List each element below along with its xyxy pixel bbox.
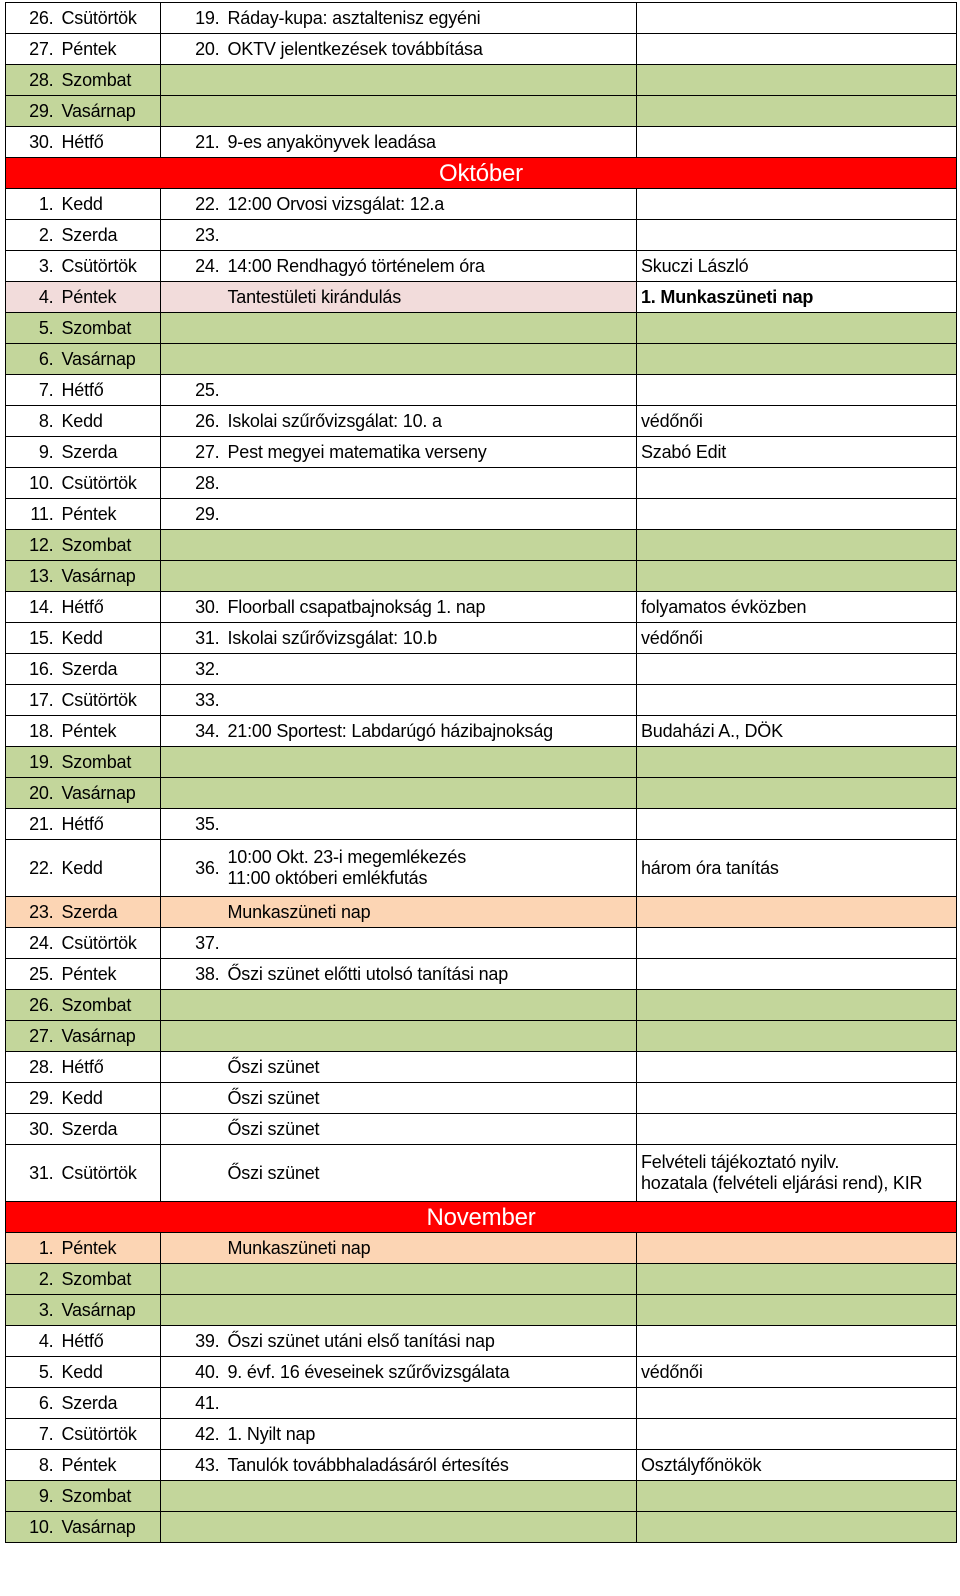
event-text <box>224 654 637 685</box>
day-number: 5. <box>6 313 58 344</box>
day-name: Szerda <box>58 1388 161 1419</box>
week-number: 19. <box>161 3 224 34</box>
note-text <box>637 959 957 990</box>
week-number: 25. <box>161 375 224 406</box>
event-text: Munkaszüneti nap <box>224 1233 637 1264</box>
calendar-row <box>6 623 957 654</box>
calendar-row-holiday <box>6 897 957 928</box>
note-text <box>637 1114 957 1145</box>
calendar-row-staff-trip <box>6 282 957 313</box>
event-text <box>224 1512 637 1543</box>
week-number: 30. <box>161 592 224 623</box>
note-text <box>637 990 957 1021</box>
calendar-row <box>6 716 957 747</box>
day-number: 8. <box>6 1450 58 1481</box>
week-number: 29. <box>161 499 224 530</box>
note-text <box>637 1021 957 1052</box>
calendar-row-weekend <box>6 344 957 375</box>
month-header-row <box>6 158 957 189</box>
week-number <box>161 1083 224 1114</box>
note-text <box>637 654 957 685</box>
note-text: 1. Munkaszüneti nap <box>637 282 957 313</box>
day-number: 19. <box>6 747 58 778</box>
week-number <box>161 1481 224 1512</box>
day-name: Péntek <box>58 282 161 313</box>
calendar-row <box>6 1052 957 1083</box>
event-text: OKTV jelentkezések továbbítása <box>224 34 637 65</box>
day-number: 5. <box>6 1357 58 1388</box>
week-number: 31. <box>161 623 224 654</box>
note-text <box>637 1264 957 1295</box>
week-number: 32. <box>161 654 224 685</box>
calendar-row <box>6 809 957 840</box>
week-number: 43. <box>161 1450 224 1481</box>
calendar-row <box>6 251 957 282</box>
note-text <box>637 1233 957 1264</box>
note-text <box>637 499 957 530</box>
day-name: Csütörtök <box>58 685 161 716</box>
day-name: Csütörtök <box>58 1145 161 1202</box>
event-text <box>224 1264 637 1295</box>
day-name: Csütörtök <box>58 251 161 282</box>
week-number: 37. <box>161 928 224 959</box>
event-text <box>224 1021 637 1052</box>
day-number: 15. <box>6 623 58 654</box>
calendar-row-holiday <box>6 1233 957 1264</box>
calendar-row <box>6 1145 957 1202</box>
calendar-row <box>6 592 957 623</box>
calendar-row <box>6 1083 957 1114</box>
event-text <box>224 530 637 561</box>
day-number: 26. <box>6 3 58 34</box>
day-number: 14. <box>6 592 58 623</box>
event-text: Pest megyei matematika verseny <box>224 437 637 468</box>
note-text: védőnői <box>637 623 957 654</box>
event-text <box>224 313 637 344</box>
event-text: Őszi szünet <box>224 1083 637 1114</box>
calendar-row <box>6 685 957 716</box>
month-header-row <box>6 1202 957 1233</box>
calendar-row <box>6 189 957 220</box>
day-name: Hétfő <box>58 127 161 158</box>
day-number: 13. <box>6 561 58 592</box>
day-name: Péntek <box>58 1233 161 1264</box>
day-number: 7. <box>6 1419 58 1450</box>
note-text <box>637 530 957 561</box>
event-text: 9-es anyakönyvek leadása <box>224 127 637 158</box>
event-text: Őszi szünet utáni első tanítási nap <box>224 1326 637 1357</box>
day-number: 4. <box>6 1326 58 1357</box>
day-number: 6. <box>6 1388 58 1419</box>
day-number: 22. <box>6 840 58 897</box>
day-name: Csütörtök <box>58 468 161 499</box>
day-name: Szombat <box>58 313 161 344</box>
calendar-row <box>6 3 957 34</box>
note-text <box>637 344 957 375</box>
event-text: 9. évf. 16 éveseinek szűrővizsgálata <box>224 1357 637 1388</box>
event-text <box>224 344 637 375</box>
event-text <box>224 65 637 96</box>
note-text <box>637 65 957 96</box>
event-text <box>224 809 637 840</box>
week-number <box>161 897 224 928</box>
day-name: Hétfő <box>58 1326 161 1357</box>
calendar-row-weekend <box>6 778 957 809</box>
calendar-row <box>6 654 957 685</box>
calendar-row <box>6 928 957 959</box>
calendar-row <box>6 437 957 468</box>
month-title: Október <box>6 158 957 189</box>
calendar-row <box>6 468 957 499</box>
calendar-row-weekend <box>6 747 957 778</box>
day-name: Péntek <box>58 499 161 530</box>
day-number: 9. <box>6 437 58 468</box>
note-text <box>637 189 957 220</box>
day-number: 30. <box>6 127 58 158</box>
school-calendar-table <box>5 2 957 1543</box>
day-name: Szerda <box>58 897 161 928</box>
day-number: 2. <box>6 220 58 251</box>
note-text <box>637 747 957 778</box>
week-number: 26. <box>161 406 224 437</box>
week-number <box>161 1233 224 1264</box>
calendar-row <box>6 1450 957 1481</box>
event-text: Őszi szünet <box>224 1145 637 1202</box>
week-number <box>161 65 224 96</box>
week-number: 38. <box>161 959 224 990</box>
event-text: Tantestületi kirándulás <box>224 282 637 313</box>
day-name: Kedd <box>58 623 161 654</box>
event-line: 10:00 Okt. 23-i megemlékezés <box>227 847 467 867</box>
week-number: 35. <box>161 809 224 840</box>
note-text <box>637 1326 957 1357</box>
calendar-row <box>6 34 957 65</box>
week-number: 21. <box>161 127 224 158</box>
calendar-row-weekend <box>6 990 957 1021</box>
week-number <box>161 990 224 1021</box>
week-number <box>161 1052 224 1083</box>
event-text <box>224 1388 637 1419</box>
calendar-row <box>6 1419 957 1450</box>
event-text <box>224 928 637 959</box>
day-number: 20. <box>6 778 58 809</box>
day-number: 29. <box>6 96 58 127</box>
week-number <box>161 561 224 592</box>
day-name: Péntek <box>58 1450 161 1481</box>
day-number: 27. <box>6 34 58 65</box>
event-text: Iskolai szűrővizsgálat: 10. a <box>224 406 637 437</box>
week-number <box>161 1145 224 1202</box>
day-number: 30. <box>6 1114 58 1145</box>
day-number: 25. <box>6 959 58 990</box>
note-text <box>637 1295 957 1326</box>
event-text <box>224 1481 637 1512</box>
week-number: 22. <box>161 189 224 220</box>
note-text <box>637 375 957 406</box>
week-number: 24. <box>161 251 224 282</box>
event-text: 14:00 Rendhagyó történelem óra <box>224 251 637 282</box>
day-name: Vasárnap <box>58 561 161 592</box>
day-number: 24. <box>6 928 58 959</box>
week-number: 41. <box>161 1388 224 1419</box>
calendar-row-weekend <box>6 1512 957 1543</box>
day-number: 21. <box>6 809 58 840</box>
day-number: 7. <box>6 375 58 406</box>
note-text: védőnői <box>637 1357 957 1388</box>
calendar-row <box>6 1357 957 1388</box>
day-name: Szerda <box>58 437 161 468</box>
month-title: November <box>6 1202 957 1233</box>
note-text: Budaházi A., DÖK <box>637 716 957 747</box>
week-number: 28. <box>161 468 224 499</box>
calendar-row <box>6 406 957 437</box>
day-name: Vasárnap <box>58 1021 161 1052</box>
note-text: védőnői <box>637 406 957 437</box>
day-number: 3. <box>6 251 58 282</box>
day-name: Hétfő <box>58 809 161 840</box>
day-number: 4. <box>6 282 58 313</box>
day-number: 10. <box>6 468 58 499</box>
note-line: hozatala (felvételi eljárási rend), KIR <box>641 1173 923 1193</box>
week-number: 27. <box>161 437 224 468</box>
week-number: 23. <box>161 220 224 251</box>
calendar-row-weekend <box>6 96 957 127</box>
event-text <box>224 468 637 499</box>
day-name: Szerda <box>58 654 161 685</box>
calendar-row <box>6 499 957 530</box>
event-text: 21:00 Sportest: Labdarúgó házibajnokság <box>224 716 637 747</box>
note-text: három óra tanítás <box>637 840 957 897</box>
note-text <box>637 897 957 928</box>
day-number: 8. <box>6 406 58 437</box>
event-text <box>224 1295 637 1326</box>
day-name: Szombat <box>58 530 161 561</box>
week-number <box>161 282 224 313</box>
day-name: Péntek <box>58 34 161 65</box>
day-name: Kedd <box>58 1357 161 1388</box>
calendar-row-weekend <box>6 313 957 344</box>
week-number: 20. <box>161 34 224 65</box>
week-number: 39. <box>161 1326 224 1357</box>
note-line: Felvételi tájékoztató nyilv. <box>641 1152 840 1172</box>
note-text <box>637 1419 957 1450</box>
event-text: Őszi szünet <box>224 1114 637 1145</box>
week-number <box>161 778 224 809</box>
day-name: Kedd <box>58 406 161 437</box>
note-text <box>637 34 957 65</box>
event-text <box>224 220 637 251</box>
event-text <box>224 96 637 127</box>
day-number: 1. <box>6 189 58 220</box>
calendar-row <box>6 959 957 990</box>
note-text: Osztályfőnökök <box>637 1450 957 1481</box>
calendar-row-weekend <box>6 65 957 96</box>
day-number: 12. <box>6 530 58 561</box>
day-number: 6. <box>6 344 58 375</box>
day-name: Vasárnap <box>58 1512 161 1543</box>
event-text <box>224 840 637 897</box>
day-name: Kedd <box>58 189 161 220</box>
week-number: 36. <box>161 840 224 897</box>
note-text: folyamatos évközben <box>637 592 957 623</box>
event-text: 12:00 Orvosi vizsgálat: 12.a <box>224 189 637 220</box>
note-text <box>637 468 957 499</box>
note-text <box>637 313 957 344</box>
event-text: Ráday-kupa: asztaltenisz egyéni <box>224 3 637 34</box>
event-line: 11:00 októberi emlékfutás <box>227 868 428 888</box>
note-text <box>637 1388 957 1419</box>
day-name: Szombat <box>58 1264 161 1295</box>
note-text <box>637 3 957 34</box>
event-text <box>224 685 637 716</box>
day-number: 28. <box>6 65 58 96</box>
note-text <box>637 778 957 809</box>
event-text: Floorball csapatbajnokság 1. nap <box>224 592 637 623</box>
day-number: 28. <box>6 1052 58 1083</box>
day-number: 9. <box>6 1481 58 1512</box>
calendar-row <box>6 1388 957 1419</box>
week-number: 40. <box>161 1357 224 1388</box>
week-number <box>161 96 224 127</box>
week-number <box>161 747 224 778</box>
note-text <box>637 1481 957 1512</box>
note-text <box>637 96 957 127</box>
event-text: Őszi szünet <box>224 1052 637 1083</box>
day-number: 29. <box>6 1083 58 1114</box>
calendar-row <box>6 1114 957 1145</box>
day-name: Vasárnap <box>58 1295 161 1326</box>
week-number <box>161 1264 224 1295</box>
event-text <box>224 561 637 592</box>
event-text <box>224 747 637 778</box>
week-number: 33. <box>161 685 224 716</box>
day-name: Kedd <box>58 1083 161 1114</box>
week-number <box>161 1114 224 1145</box>
day-name: Szerda <box>58 1114 161 1145</box>
note-text <box>637 1145 957 1202</box>
day-name: Szerda <box>58 220 161 251</box>
day-number: 23. <box>6 897 58 928</box>
day-number: 11. <box>6 499 58 530</box>
day-number: 17. <box>6 685 58 716</box>
day-number: 26. <box>6 990 58 1021</box>
day-number: 1. <box>6 1233 58 1264</box>
event-text: 1. Nyilt nap <box>224 1419 637 1450</box>
day-number: 31. <box>6 1145 58 1202</box>
event-text <box>224 778 637 809</box>
note-text <box>637 1512 957 1543</box>
calendar-row-weekend <box>6 1295 957 1326</box>
day-number: 16. <box>6 654 58 685</box>
day-name: Csütörtök <box>58 928 161 959</box>
event-text: Iskolai szűrővizsgálat: 10.b <box>224 623 637 654</box>
day-name: Kedd <box>58 840 161 897</box>
event-text <box>224 990 637 1021</box>
note-text <box>637 928 957 959</box>
day-number: 3. <box>6 1295 58 1326</box>
day-name: Szombat <box>58 1481 161 1512</box>
day-name: Hétfő <box>58 592 161 623</box>
note-text <box>637 220 957 251</box>
note-text <box>637 561 957 592</box>
calendar-row-weekend <box>6 530 957 561</box>
calendar-row <box>6 220 957 251</box>
week-number <box>161 1512 224 1543</box>
week-number <box>161 313 224 344</box>
day-name: Szombat <box>58 990 161 1021</box>
day-number: 27. <box>6 1021 58 1052</box>
event-text: Tanulók továbbhaladásáról értesítés <box>224 1450 637 1481</box>
week-number: 34. <box>161 716 224 747</box>
week-number <box>161 1295 224 1326</box>
day-number: 18. <box>6 716 58 747</box>
day-name: Vasárnap <box>58 778 161 809</box>
note-text <box>637 685 957 716</box>
note-text <box>637 1052 957 1083</box>
day-name: Csütörtök <box>58 3 161 34</box>
event-text <box>224 375 637 406</box>
note-text: Szabó Edit <box>637 437 957 468</box>
calendar-row-weekend <box>6 1021 957 1052</box>
calendar-row-weekend <box>6 1264 957 1295</box>
week-number <box>161 344 224 375</box>
week-number: 42. <box>161 1419 224 1450</box>
day-name: Hétfő <box>58 1052 161 1083</box>
day-number: 10. <box>6 1512 58 1543</box>
note-text: Skuczi László <box>637 251 957 282</box>
calendar-row <box>6 127 957 158</box>
day-name: Csütörtök <box>58 1419 161 1450</box>
event-text: Munkaszüneti nap <box>224 897 637 928</box>
day-number: 2. <box>6 1264 58 1295</box>
day-name: Péntek <box>58 959 161 990</box>
calendar-row <box>6 1326 957 1357</box>
note-text <box>637 1083 957 1114</box>
calendar-row-weekend <box>6 561 957 592</box>
calendar-row <box>6 840 957 897</box>
day-name: Hétfő <box>58 375 161 406</box>
day-name: Vasárnap <box>58 96 161 127</box>
calendar-row <box>6 375 957 406</box>
note-text <box>637 809 957 840</box>
day-name: Szombat <box>58 65 161 96</box>
week-number <box>161 530 224 561</box>
calendar-row-weekend <box>6 1481 957 1512</box>
event-text: Őszi szünet előtti utolsó tanítási nap <box>224 959 637 990</box>
day-name: Péntek <box>58 716 161 747</box>
event-text <box>224 499 637 530</box>
note-text <box>637 127 957 158</box>
day-name: Szombat <box>58 747 161 778</box>
day-name: Vasárnap <box>58 344 161 375</box>
week-number <box>161 1021 224 1052</box>
